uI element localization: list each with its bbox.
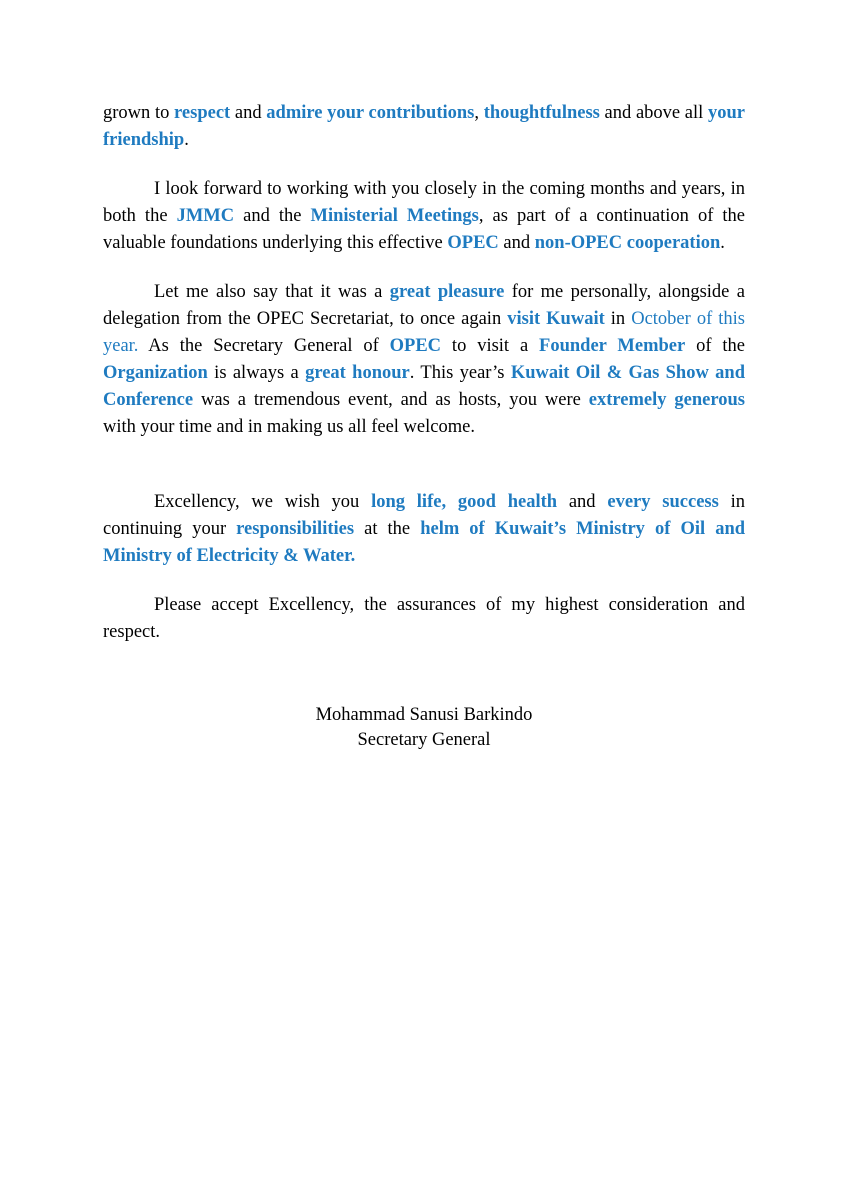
body-text: , as part of a continuation of the valuable foundations underlying this effective	[103, 206, 746, 253]
body-text: .	[184, 130, 189, 150]
paragraph-kuwait-visit	[103, 279, 745, 441]
body-text: is always a	[207, 363, 306, 383]
body-text: . This year’s	[409, 363, 511, 383]
highlighted-phrase: admire your contributions	[266, 103, 475, 123]
body-text: I look forward to working with you closely in the coming months and years, in both the	[103, 179, 745, 226]
highlighted-phrase: your friendship	[103, 103, 745, 150]
highlighted-phrase: long life, good health	[371, 492, 558, 512]
highlighted-phrase: Kuwait Oil & Gas Show and Conference	[103, 363, 745, 410]
body-text: As the Secretary General of	[138, 336, 390, 356]
body-text: and	[498, 233, 535, 253]
body-text: grown to	[103, 103, 175, 123]
paragraph-wishes	[103, 489, 745, 570]
highlighted-phrase: great honour	[305, 363, 410, 383]
body-text: was a tremendous event, and as hosts, you were	[193, 390, 589, 410]
body-text: Please accept Excellency, the assurances of my highest consideration and respect.	[103, 595, 745, 642]
body-text: Excellency, we wish you	[154, 492, 372, 512]
paragraph-closing-remarks	[103, 100, 745, 154]
body-text: and the	[234, 206, 311, 226]
body-text: with your time and in making us all feel welcome.	[103, 417, 475, 437]
highlighted-phrase: respect	[174, 103, 231, 123]
body-text: Let me also say that it was a	[154, 282, 390, 302]
body-text: for me personally, alongside a delegation from the OPEC Secretariat, to once again	[103, 282, 745, 329]
body-text: .	[720, 233, 725, 253]
body-text: ,	[474, 103, 484, 123]
highlighted-phrase: visit Kuwait	[507, 309, 605, 329]
highlighted-phrase: Founder Member	[539, 336, 686, 356]
signatory-name: Mohammad Sanusi Barkindo	[315, 705, 533, 725]
paragraph-assurances	[103, 592, 745, 646]
highlighted-phrase: non-OPEC cooperation	[534, 233, 721, 253]
body-text: in continuing your	[103, 492, 745, 539]
body-text: and	[230, 103, 267, 123]
highlighted-date: October of this year.	[103, 309, 745, 356]
paragraph-future-cooperation	[103, 176, 745, 257]
body-text: and above all	[599, 103, 708, 123]
highlighted-phrase: great pleasure	[389, 282, 505, 302]
highlighted-phrase: Ministerial Meetings	[310, 206, 479, 226]
signatory-title: Secretary General	[357, 730, 491, 750]
body-text: of the	[685, 336, 745, 356]
highlighted-phrase: extremely generous	[588, 390, 745, 410]
signature-block	[103, 703, 745, 753]
highlighted-phrase: helm of Kuwait’s Ministry of Oil and Ministry of Electricity & Water.	[103, 519, 746, 566]
highlighted-phrase: JMMC	[176, 206, 235, 226]
body-text: in	[604, 309, 632, 329]
highlighted-phrase: every success	[607, 492, 719, 512]
highlighted-phrase: OPEC	[389, 336, 442, 356]
highlighted-phrase: Organization	[103, 363, 208, 383]
highlighted-phrase: thoughtfulness	[483, 103, 600, 123]
body-text: and	[557, 492, 608, 512]
body-text: at the	[354, 519, 421, 539]
letter-body	[103, 100, 746, 750]
highlighted-phrase: OPEC	[447, 233, 499, 253]
body-text: to visit a	[441, 336, 540, 356]
highlighted-phrase: responsibilities	[236, 519, 355, 539]
